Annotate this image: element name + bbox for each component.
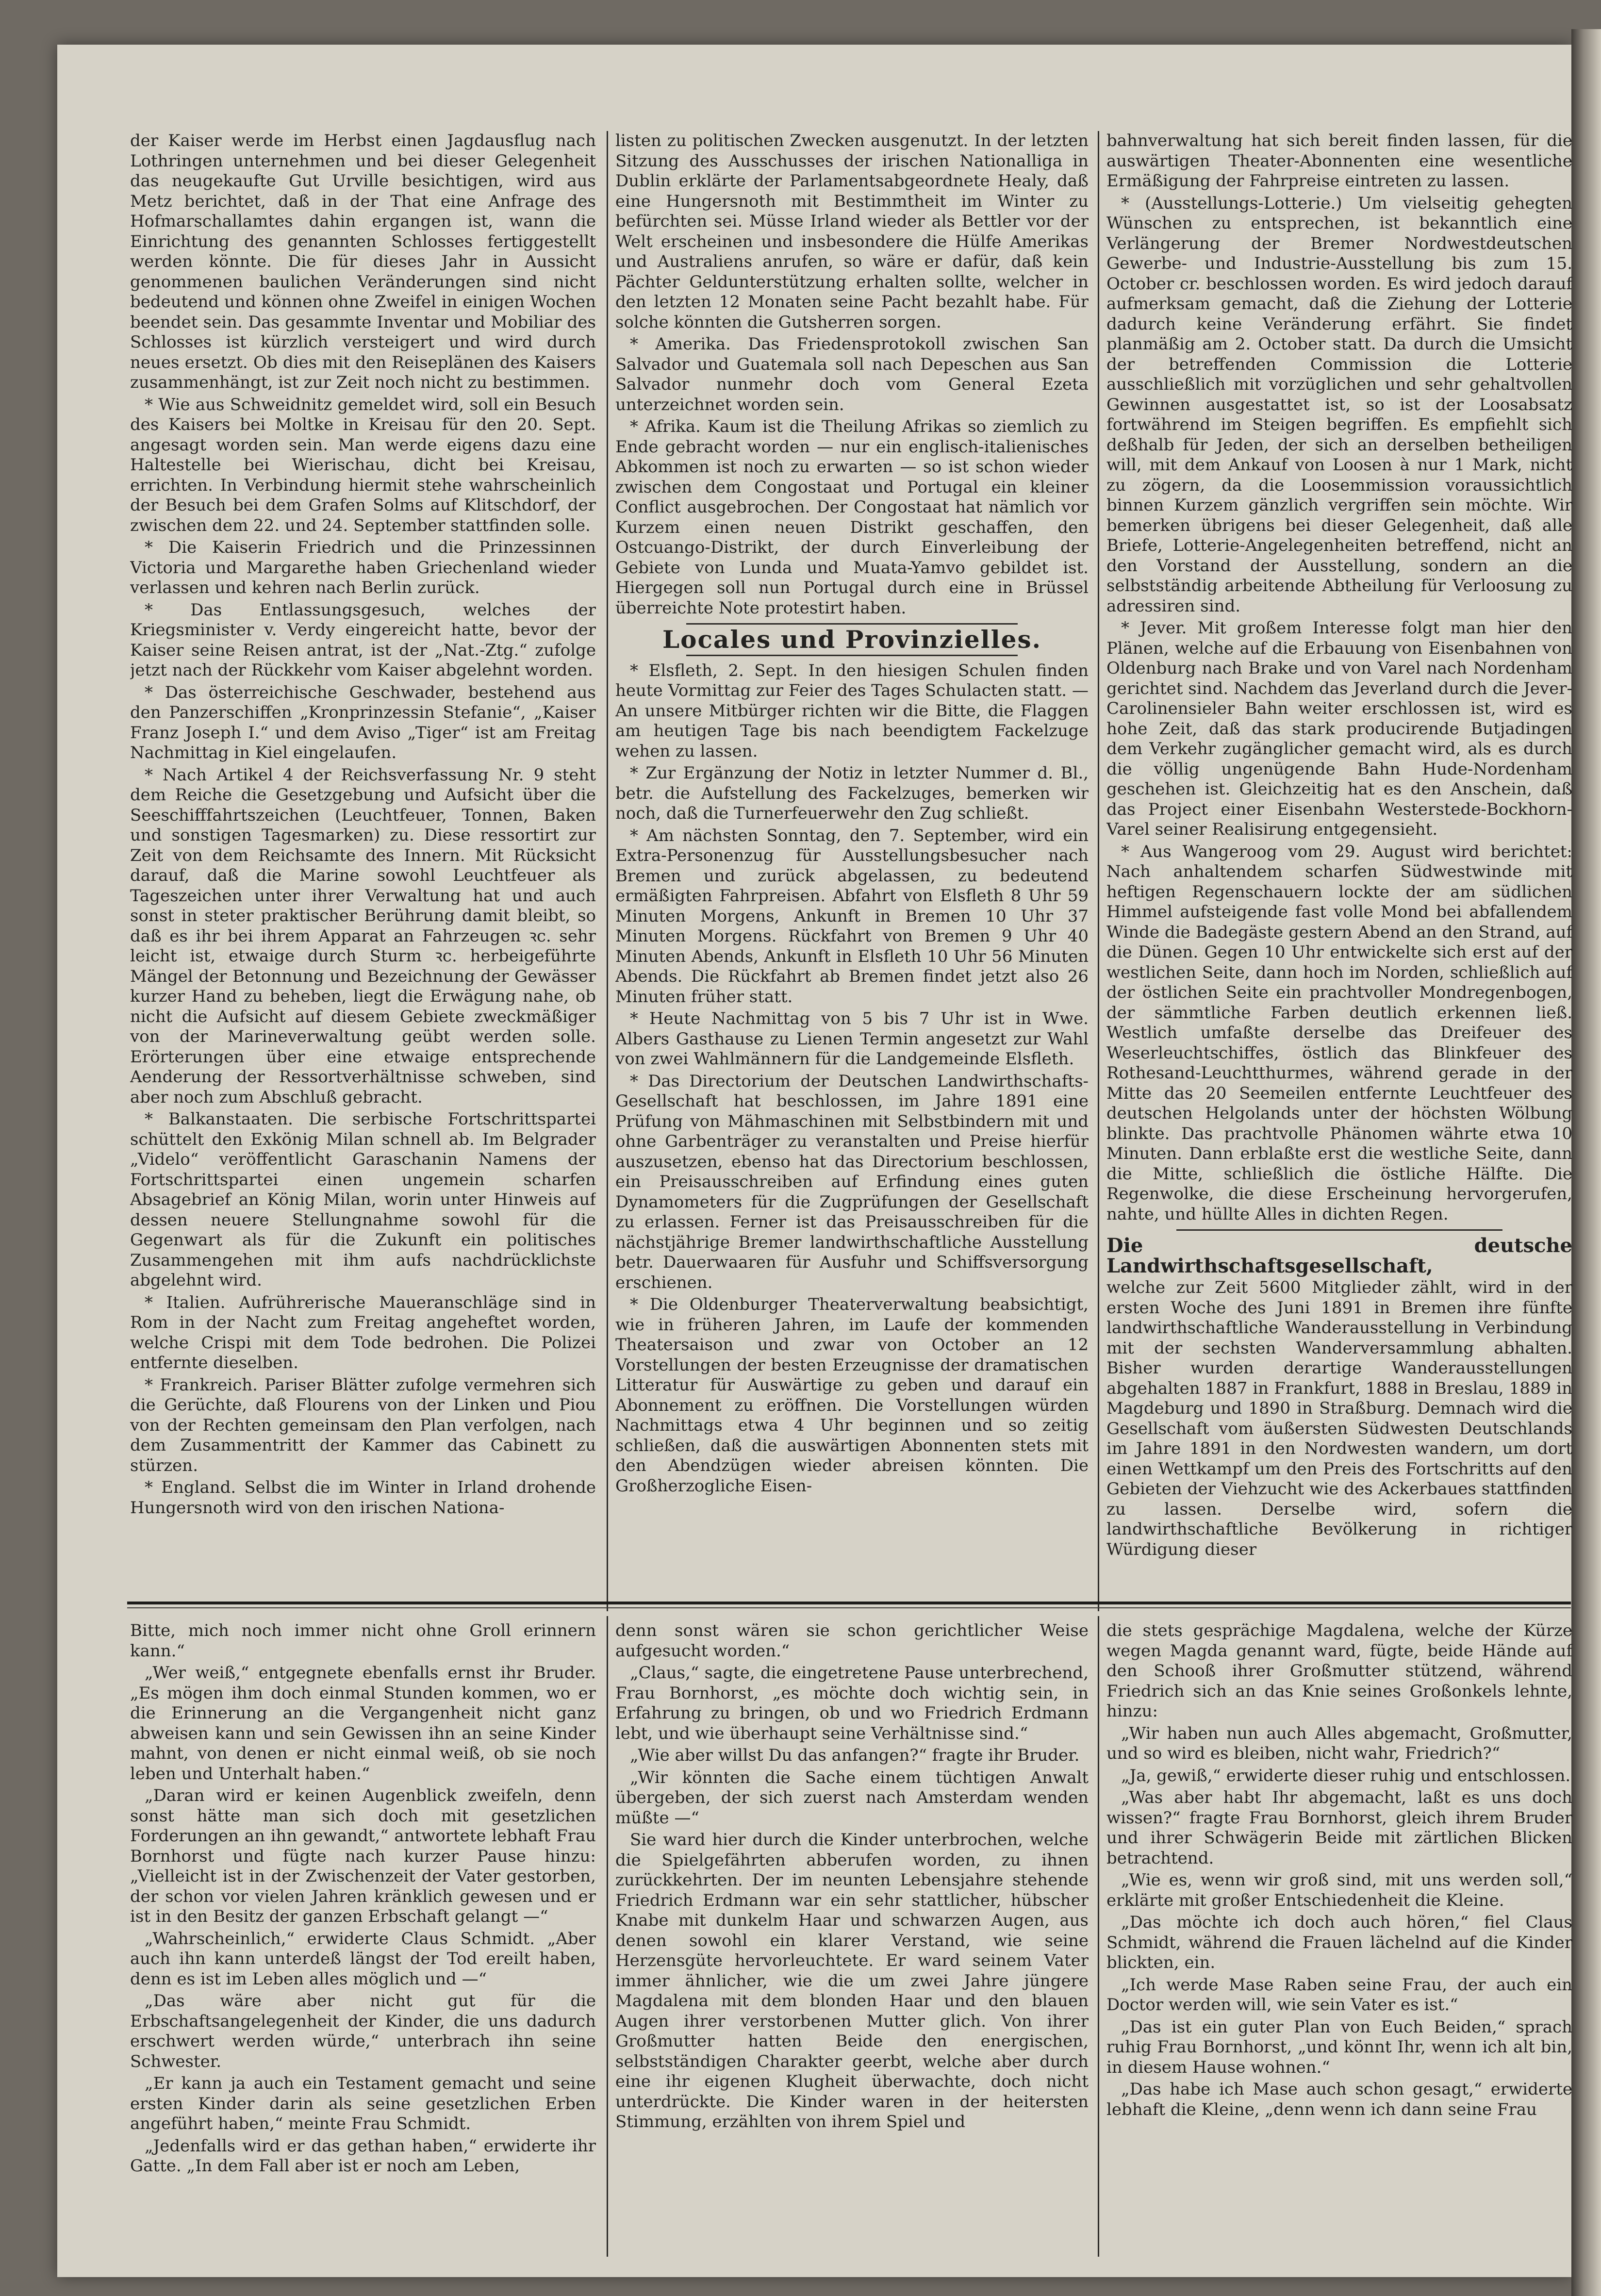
paragraph: „Ja, gewiß,“ erwiderte dieser ruhig und entschlossen. [1121,1766,1571,1785]
paragraph: „Wir haben nun auch Alles abgemacht, Großmutter, und so wird es bleiben, nicht wahr, Friedrich?“ [1106,1723,1572,1763]
paragraph: „Wie es, wenn wir groß sind, mit uns werden soll,“ erklärte mit großer Entschiedenheit die Kleine. [1106,1870,1572,1910]
column-divider [1098,131,1099,1611]
paragraph: denn sonst wären sie schon gerichtlicher Weise aufgesucht worden.“ [615,1621,1089,1661]
paragraph: * Frankreich. Pariser Blätter zufolge vermehren sich die Gerüchte, daß Flourens von der Linken und Piou von der Rechten gemeinsam den Plan verfolgen, nach dem Zusammentritt der Kammer das Cabinett zu stürzen. [130,1375,596,1475]
paragraph: Bitte, mich noch immer nicht ohne Groll erinnern kann.“ [130,1621,596,1661]
paragraph: * Heute Nachmittag von 5 bis 7 Uhr ist in Wwe. Albers Gasthause zu Lienen Termin angesetzt zur Wahl von zwei Wahlmännern für die Landgemeinde Elsfleth. [615,1009,1089,1069]
paragraph: „Wir könnten die Sache einem tüchtigen Anwalt übergeben, der sich zuerst nach Amsterdam wenden müßte —“ [615,1767,1089,1828]
paragraph: „Das ist ein guter Plan von Euch Beiden,“ sprach ruhig Frau Bornhorst, „und könnt Ihr, wenn ich alt bin, in diesem Hause wohnen.“ [1106,2017,1572,2077]
paragraph: „Jedenfalls wird er das gethan haben,“ erwiderte ihr Gatte. „In dem Fall aber ist er noch am Leben, [130,2136,596,2176]
paragraph: „Das habe ich Mase auch schon gesagt,“ erwiderte lebhaft die Kleine, „denn wenn ich dann seine Frau [1106,2080,1572,2119]
paragraph: * Italien. Aufrührerische Maueranschläge sind in Rom in der Nacht zum Freitag angeheftet worden, welche Crispi mit dem Tode bedrohen. Die Polizei entfernte dieselben. [130,1292,596,1372]
feuilleton-column-1 [130,1621,596,2252]
feuilleton-separator [127,1602,1571,1604]
paragraph: „Er kann ja auch ein Testament gemacht und seine ersten Kinder darin als seine gesetzlichen Erben angeführt haben,“ meinte Frau Schmidt. [130,2074,596,2133]
feuilleton-separator-thin [127,1607,1571,1608]
paragraph: „Wie aber willst Du das anfangen?“ fragte ihr Bruder. [630,1746,1080,1765]
paragraph: * Balkanstaaten. Die serbische Fortschrittspartei schüttelt den Exkönig Milan schnell ab. Im Belgrader „Videlo“ veröffentlicht Garaschanin Namens der Fortschrittspartei einen ungemein scharfen Absagebrief an König Milan, worin unter Hinweis auf dessen neuere Stellungnahme sowohl für die Gegenwart als für die Zukunft ein politisches Zusammengehen mit ihm aufs nachdrücklichste abgelehnt wird. [130,1109,596,1290]
adjacent-page-edge [1571,29,1601,2296]
column-divider [1098,1616,1099,2257]
paragraph: * Jever. Mit großem Interesse folgt man hier den Plänen, welche auf die Erbauung von Eisenbahnen von Oldenburg nach Brake und von Varel nach Nordenham gerichtet sind. Nachdem das Jeverland durch die Jever-Carolinensieler Bahn weiter erschlossen ist, wird es hohe Zeit, daß das stark producirende Butjadingen dem Verkehr zugänglicher gemacht wird, als es durch die völlig ungenügende Bahn Hude-Nordenham geschehen ist. Gleichzeitig hat es den Anschein, daß das Project einer Eisenbahn Westerstede-Bockhorn-Varel seiner Realisirung entgegensieht. [1106,618,1572,839]
paragraph: der Kaiser werde im Herbst einen Jagdausflug nach Lothringen unternehmen und bei dieser Gelegenheit das neugekaufte Gut Urville besichtigen, wird aus Metz berichtet, daß in der That eine Anfrage des Hofmarschallamtes dahin ergangen ist, wann die Einrichtung des genannten Schlosses fertiggestellt werden könnte. Die für dieses Jahr in Aussicht genommenen baulichen Veränderungen sind nicht bedeutend und können ohne Zweifel in einigen Wochen beendet sein. Das gesammte Inventar und Mobiliar des Schlosses ist kürzlich versteigert und wird durch neues ersetzt. Ob dies mit den Reiseplänen des Kaisers zusammenhängt, ist zur Zeit noch nicht zu bestimmen. [130,131,596,392]
paragraph: * Die Oldenburger Theaterverwaltung beabsichtigt, wie in früheren Jahren, im Laufe der kommenden Theatersaison und zwar von October an 12 Vorstellungen der besten Erzeugnisse der dramatischen Litteratur für Auswärtige zu geben und darauf ein Abonnement zu eröffnen. Die Vorstellungen würden Nachmittags etwa 4 Uhr beginnen und so zeitig schließen, daß die auswärtigen Abonnenten stets mit den Abendzügen wieder abreisen könnten. Die Großherzogliche Eisen- [615,1295,1089,1496]
paragraph: * (Ausstellungs-Lotterie.) Um vielseitig gehegten Wünschen zu entsprechen, ist bekanntlich eine Verlängerung der Bremer Nordwestdeutschen Gewerbe- und Industrie-Ausstellung bis zum 15. October cr. beschlossen worden. Es wird jedoch darauf aufmerksam gemacht, daß die Ziehung der Lotterie dadurch keine Veränderung erfährt. Sie findet planmäßig am 2. October statt. Da durch die Umsicht der betreffenden Commission die Lotterie ausschließlich mit vorzüglichen und sehr gehaltvollen Gewinnen ausgestattet ist, so ist der Loosabsatz fortwährend im Steigen begriffen. Es empfiehlt sich deßhalb für Jeden, der sich an derselben betheiligen will, mit dem Ankauf von Loosen à nur 1 Mark, nicht zu zögern, da die Loosemmission voraussichtlich binnen Kurzem gänzlich vergriffen sein möchte. Wir bemerken übrigens bei dieser Gelegenheit, daß alle Briefe, Lotterie-Angelegenheiten betreffend, nicht an den Vorstand der Ausstellung, sondern an die selbstständig arbeitende Abtheilung für Verloosung zu adressiren sind. [1106,193,1572,616]
paragraph: „Wahrscheinlich,“ erwiderte Claus Schmidt. „Aber auch ihn kann unterdeß längst der Tod ereilt haben, denn es ist im Leben alles möglich und —“ [130,1929,596,1989]
paragraph: * Wie aus Schweidnitz gemeldet wird, soll ein Besuch des Kaisers bei Moltke in Kreisau für den 20. Sept. angesagt worden sein. Man werde eigens dazu eine Haltestelle bei Wierischau, dicht bei Kreisau, errichten. In Verbindung hiermit stehe wahrscheinlich der Besuch bei dem Grafen Solms auf Klitschdorf, der zwischen dem 22. und 24. September stattfinden solle. [130,395,596,535]
paragraph: die stets gesprächige Magdalena, welche der Kürze wegen Magda genannt ward, fügte, beide Hände auf den Schooß ihrer Großmutter stützend, während Friedrich sich an das Knie seines Großonkels lehnte, hinzu: [1106,1621,1572,1721]
paragraph: * Das österreichische Geschwader, bestehend aus den Panzerschiffen „Kronprinzessin Stefanie“, „Kaiser Franz Joseph I.“ und dem Aviso „Tiger“ ist am Freitag Nachmittag in Kiel eingelaufen. [130,682,596,762]
article-column-1 [130,131,596,1587]
paragraph: * Am nächsten Sonntag, den 7. September, wird ein Extra-Personenzug für Ausstellungsbesucher nach Bremen und zurück abgelassen, zu bedeutend ermäßigten Fahrpreisen. Abfahrt von Elsfleth 8 Uhr 59 Minuten Morgens, Ankunft in Bremen 10 Uhr 37 Minuten Morgens. Rückfahrt von Bremen 9 Uhr 40 Minuten Abends, Ankunft in Elsfleth 10 Uhr 56 Minuten Abends. Die Rückfahrt ab Bremen findet jetzt also 26 Minuten früher statt. [615,826,1089,1007]
paragraph: welche zur Zeit 5600 Mitglieder zählt, wird in der ersten Woche des Juni 1891 in Bremen ihre fünfte landwirthschaftliche Wanderausstellung in Verbindung mit der sechsten Wanderversammlung abhalten. Bisher wurden derartige Wanderausstellungen abgehalten 1887 in Frankfurt, 1888 in Breslau, 1889 in Magdeburg und 1890 in Straßburg. Demnach wird die Gesellschaft vom äußersten Südwesten Deutschlands im Jahre 1891 in den Nordwesten wandern, um dort einen Wettkampf um den Preis des Fortschritts auf den Gebieten der Viehzucht wie des Ackerbaues stattfinden zu lassen. Derselbe wird, sofern die landwirthschaftliche Bevölkerung in richtiger Würdigung dieser [1106,1278,1572,1559]
feuilleton-column-3 [1106,1621,1572,2252]
paragraph: bahnverwaltung hat sich bereit finden lassen, für die auswärtigen Theater-Abonnenten eine wesentliche Ermäßigung der Fahrpreise eintreten zu lassen. [1106,131,1572,191]
paragraph: * England. Selbst die im Winter in Irland drohende Hungersnoth wird von den irischen Nationa- [130,1478,596,1518]
paragraph: „Ich werde Mase Raben seine Frau, der auch ein Doctor werden will, wie sein Vater es ist.“ [1106,1975,1572,2015]
paragraph: * Zur Ergänzung der Notiz in letzter Nummer d. Bl., betr. die Aufstellung des Fackelzuges, bemerken wir noch, daß die Turnerfeuerwehr den Zug schließt. [615,763,1089,823]
paragraph: * Das Directorium der Deutschen Landwirthschafts-Gesellschaft hat beschlossen, im Jahre 1891 eine Prüfung von Mähmaschinen mit Selbstbindern mit und ohne Garbenträger zu veranstalten und Preise hierfür auszusetzen, ebenso hat das Directorium beschlossen, ein Preisausschreiben auf Erfindung eines guten Dynamometers für die Zugprüfungen der Gesellschaft zu erlassen. Ferner ist das Preisausschreiben für die nächstjährige Bremer landwirthschaftliche Ausstellung betr. Dauerwaaren für Ausfuhr und Schiffsversorgung erschienen. [615,1071,1089,1292]
paragraph: listen zu politischen Zwecken ausgenutzt. In der letzten Sitzung des Ausschusses der irischen Nationalliga in Dublin erklärte der Parlamentsabgeordnete Healy, daß eine Hungersnoth mit Bestimmtheit im Winter zu befürchten sei. Müsse Irland wieder als Bettler vor der Welt erscheinen und insbesondere die Hülfe Amerikas und Australiens anrufen, so wäre er dafür, daß kein Pächter Geldunterstützung erhalten sollte, welcher in den letzten 12 Monaten seine Pacht bezahlt habe. Für solche könnten die Gutsherren sorgen. [615,131,1089,332]
article-column-3 [1106,131,1572,1587]
section-rule [686,623,1018,625]
paragraph: „Das wäre aber nicht gut für die Erbschaftsangelegenheit der Kinder, die uns dadurch erschwert werden würde,“ unterbrach ihn seine Schwester. [130,1991,596,2071]
section-heading: Locales und Provinzielles. [662,625,1042,654]
paragraph: „Das möchte ich doch auch hören,“ fiel Claus Schmidt, während die Frauen lächelnd auf die Kinder blickten, ein. [1106,1913,1572,1972]
paragraph: * Afrika. Kaum ist die Theilung Afrikas so ziemlich zu Ende gebracht worden — nur ein englisch-italienisches Abkommen ist noch zu erwarten — so ist schon wieder zwischen dem Congostaat und Portugal ein kleiner Conflict ausgebrochen. Der Congostaat hat nämlich vor Kurzem einen neuen Distrikt geschaffen, den Ostcuango-Distrikt, der durch Einverleibung der Gebiete von Lunda und Muata-Yamvo gebildet ist. Hiergegen soll nun Portugal durch eine in Brüssel überreichte Note protestirt haben. [615,417,1089,618]
paragraph: * Elsfleth, 2. Sept. In den hiesigen Schulen finden heute Vormittag zur Feier des Tages Schulacten statt. — An unsere Mitbürger richten wir die Bitte, die Flaggen am heutigen Tage bis nach beendigtem Fackelzuge wehen zu lassen. [615,661,1089,761]
paragraph: „Daran wird er keinen Augenblick zweifeln, denn sonst hätte man sich doch mit gesetzlichen Forderungen an ihn gewandt,“ antwortete lebhaft Frau Bornhorst und fügte nach kurzer Pause hinzu: „Vielleicht ist in der Zwischenzeit der Vater gestorben, der schon vor vielen Jahren kränklich gewesen und er ist in den Besitz der ganzen Erbschaft gelangt —“ [130,1786,596,1926]
article-column-2 [615,131,1089,1587]
paragraph: „Wer weiß,“ entgegnete ebenfalls ernst ihr Bruder. „Es mögen ihm doch einmal Stunden kommen, wo er die Erinnerung an die Vergangenheit nicht ganz abweisen kann und sein Gewissen ihn an seine Kinder mahnt, von denen er nicht einmal weiß, ob sie noch leben und Unterhalt haben.“ [130,1663,596,1784]
section-rule [1176,1229,1502,1231]
paragraph: „Was aber habt Ihr abgemacht, laßt es uns doch wissen?“ fragte Frau Bornhorst, gleich ihrem Bruder und ihrer Schwägerin Beide mit zärtlichen Blicken betrachtend. [1106,1788,1572,1868]
paragraph: „Claus,“ sagte, die eingetretene Pause unterbrechend, Frau Bornhorst, „es möchte doch wichtig sein, in Erfahrung zu bringen, ob und wo Friedrich Erdmann lebt, und wie überhaupt seine Verhältnisse sind.“ [615,1663,1089,1743]
feuilleton-column-2 [615,1621,1089,2252]
paragraph: Sie ward hier durch die Kinder unterbrochen, welche die Spielgefährten abberufen worden, zu ihnen zurückkehrten. Der im neunten Lebensjahre stehende Friedrich Erdmann war ein sehr stattlicher, hübscher Knabe mit dunkelm Haar und schwarzen Augen, aus denen sowohl ein klarer Verstand, wie seine Herzensgüte hervorleuchtete. Er ward seinem Vater immer ähnlicher, wie die um zwei Jahre jüngere Magdalena mit dem blonden Haar und den blauen Augen ihrer verstorbenen Mutter glich. Von ihrer Großmutter hatten Beide den energischen, selbstständigen Charakter geerbt, welche aber durch eine ihr eigenen Klugheit überwachte, doch nicht unterdrückte. Die Kinder waren in der heitersten Stimmung, erzählten von ihrem Spiel und [615,1830,1089,2131]
paragraph: * Aus Wangeroog vom 29. August wird berichtet: Nach anhaltendem scharfen Südwestwinde mit heftigen Regenschauern lockte der am südlichen Himmel aufsteigende fast volle Mond bei abfallendem Winde die Badegäste gestern Abend an den Strand, auf die Dünen. Gegen 10 Uhr entwickelte sich erst auf der westlichen Seite, dann hoch im Norden, schließlich auf der östlichen Seite ein prachtvoller Mondregenbogen, der sämmtliche Farben deutlich erkennen ließ. Westlich umfaßte derselbe das Dreifeuer des Weserleuchtschiffes, östlich das Blinkfeuer des Rothesand-Leuchtthurmes, während gerade in der Mitte das 20 Seemeilen entfernte Leuchtfeuer des deutschen Helgolands unter der höchsten Wölbung blinkte. Das prachtvolle Phänomen währte etwa 10 Minuten. Dann erblaßte erst die westliche Seite, dann die Mitte, schließlich die östliche Hälfte. Die Regenwolke, die diese Erscheinung hervorgerufen, nahte, und hüllte Alles in dichten Regen. [1106,842,1572,1224]
paragraph: * Die Kaiserin Friedrich und die Prinzessinnen Victoria und Margarethe haben Griechenland wieder verlassen und kehren nach Berlin zurück. [130,538,596,597]
column-divider [607,131,608,1611]
section-rule [686,655,1018,656]
column-divider [607,1616,608,2257]
paragraph: * Das Entlassungsgesuch, welches der Kriegsminister v. Verdy eingereicht hatte, bevor der Kaiser seine Reisen antrat, ist der „Nat.-Ztg.“ zufolge jetzt nach der Rückkehr vom Kaiser abgelehnt worden. [130,600,596,680]
paragraph: * Amerika. Das Friedensprotokoll zwischen San Salvador und Guatemala soll nach Depeschen aus San Salvador nunmehr doch vom General Ezeta unterzeichnet worden sein. [615,334,1089,414]
article-subheading: Die deutsche Landwirthschaftsgesellschaft, [1106,1234,1572,1277]
paragraph: * Nach Artikel 4 der Reichsverfassung Nr. 9 steht dem Reiche die Gesetzgebung und Aufsicht über die Seeschifffahrtszeichen (Leuchtfeuer, Tonnen, Baken und sonstigen Tagesmarken) zu. Diese ressortirt zur Zeit von dem Reichsamte des Innern. Mit Rücksicht darauf, daß die Marine sowohl Leuchtfeuer als Tageszeichen unter ihrer Verwaltung hat und auch sonst in steter praktischer Berührung damit bleibt, so daß es ihr bei ihrem Apparat an Fahrzeugen ꝛc. sehr leicht ist, etwaige durch Sturm ꝛc. herbeigeführte Mängel der Betonnung und Bezeichnung der Gewässer kurzer Hand zu beheben, liegt die Erwägung nahe, ob nicht die Aufsicht auf diesem Gebiete zweckmäßiger von der Marineverwaltung geübt werden solle. Erörterungen über eine etwaige entsprechende Aenderung der Ressortverhältnisse schweben, sind aber noch zum Abschluß gebracht. [130,765,596,1107]
